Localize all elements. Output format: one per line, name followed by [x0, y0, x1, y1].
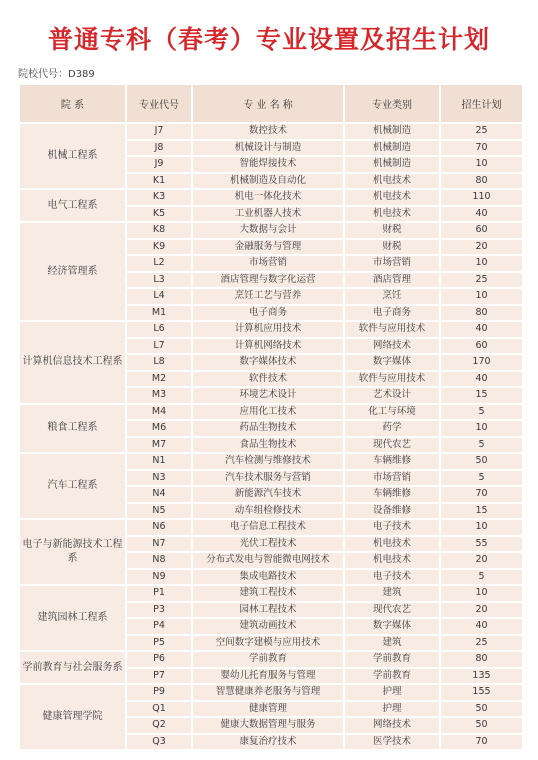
major-code-cell: N1 — [126, 453, 192, 470]
major-code-cell: P6 — [126, 651, 192, 668]
major-name-cell: 建筑动画技术 — [192, 618, 344, 635]
plan-cell: 55 — [440, 536, 523, 553]
header-major-name: 专 业 名 称 — [192, 84, 344, 123]
major-name-cell: 烹饪工艺与营养 — [192, 288, 344, 305]
major-code-cell: K3 — [126, 189, 192, 206]
major-name-cell: 分布式发电与智能微电网技术 — [192, 552, 344, 569]
major-code-cell: N7 — [126, 536, 192, 553]
header-plan: 招生计划 — [440, 84, 523, 123]
department-cell: 汽车工程系 — [19, 453, 126, 519]
table-body — [19, 123, 523, 750]
plan-cell: 70 — [440, 734, 523, 751]
plan-cell: 20 — [440, 602, 523, 619]
plan-cell: 25 — [440, 272, 523, 289]
major-name-cell: 新能源汽车技术 — [192, 486, 344, 503]
category-cell: 设备维修 — [344, 503, 440, 520]
table-row — [19, 123, 523, 140]
category-cell: 市场营销 — [344, 470, 440, 487]
major-name-cell: 集成电路技术 — [192, 569, 344, 586]
category-cell: 软件与应用技术 — [344, 371, 440, 388]
major-code-cell: J9 — [126, 156, 192, 173]
category-cell: 酒店管理 — [344, 272, 440, 289]
plan-cell: 70 — [440, 486, 523, 503]
page-title: 普通专科（春考）专业设置及招生计划 — [47, 25, 490, 54]
category-cell: 护理 — [344, 684, 440, 701]
plan-cell: 10 — [440, 288, 523, 305]
category-cell: 电子技术 — [344, 519, 440, 536]
major-code-cell: M4 — [126, 404, 192, 421]
major-code-cell: L6 — [126, 321, 192, 338]
category-cell: 机电技术 — [344, 189, 440, 206]
major-name-cell: 智慧健康养老服务与管理 — [192, 684, 344, 701]
plan-cell: 40 — [440, 371, 523, 388]
department-cell: 健康管理学院 — [19, 684, 126, 750]
plan-cell: 25 — [440, 635, 523, 652]
major-name-cell: 软件技术 — [192, 371, 344, 388]
plan-cell: 5 — [440, 404, 523, 421]
plan-cell: 155 — [440, 684, 523, 701]
plan-cell: 40 — [440, 618, 523, 635]
major-code-cell: N9 — [126, 569, 192, 586]
category-cell: 数字媒体 — [344, 618, 440, 635]
major-name-cell: 大数据与会计 — [192, 222, 344, 239]
major-name-cell: 机械制造及自动化 — [192, 173, 344, 190]
category-cell: 烹饪 — [344, 288, 440, 305]
major-code-cell: K8 — [126, 222, 192, 239]
category-cell: 网络技术 — [344, 717, 440, 734]
category-cell: 机电技术 — [344, 206, 440, 223]
major-name-cell: 食品生物技术 — [192, 437, 344, 454]
major-name-cell: 汽车技术服务与营销 — [192, 470, 344, 487]
category-cell: 市场营销 — [344, 255, 440, 272]
table-row — [19, 684, 523, 701]
category-cell: 机电技术 — [344, 552, 440, 569]
major-code-cell: P5 — [126, 635, 192, 652]
school-code: 院校代号：D389 — [18, 69, 95, 80]
major-code-cell: L8 — [126, 354, 192, 371]
department-cell: 计算机信息技术工程系 — [19, 321, 126, 404]
category-cell: 机械制造 — [344, 123, 440, 140]
major-name-cell: 金融服务与管理 — [192, 239, 344, 256]
major-code-cell: Q3 — [126, 734, 192, 751]
plan-cell: 50 — [440, 701, 523, 718]
major-name-cell: 光伏工程技术 — [192, 536, 344, 553]
table-row — [19, 651, 523, 668]
table-row — [19, 222, 523, 239]
header-major-code: 专业代号 — [126, 84, 192, 123]
major-name-cell: 动车组检修技术 — [192, 503, 344, 520]
plan-cell: 135 — [440, 668, 523, 685]
major-name-cell: 数控技术 — [192, 123, 344, 140]
major-name-cell: 环境艺术设计 — [192, 387, 344, 404]
major-name-cell: 健康大数据管理与服务 — [192, 717, 344, 734]
plan-cell: 25 — [440, 123, 523, 140]
category-cell: 药学 — [344, 420, 440, 437]
major-name-cell: 计算机网络技术 — [192, 338, 344, 355]
department-cell: 学前教育与社会服务系 — [19, 651, 126, 684]
major-code-cell: P4 — [126, 618, 192, 635]
major-code-cell: N4 — [126, 486, 192, 503]
plan-cell: 10 — [440, 255, 523, 272]
major-code-cell: M2 — [126, 371, 192, 388]
plan-cell: 15 — [440, 387, 523, 404]
category-cell: 车辆维修 — [344, 486, 440, 503]
major-name-cell: 计算机应用技术 — [192, 321, 344, 338]
plan-cell: 15 — [440, 503, 523, 520]
major-name-cell: 园林工程技术 — [192, 602, 344, 619]
major-code-cell: N6 — [126, 519, 192, 536]
table-row — [19, 189, 523, 206]
table-row — [19, 453, 523, 470]
plan-cell: 5 — [440, 569, 523, 586]
major-code-cell: Q1 — [126, 701, 192, 718]
category-cell: 化工与环境 — [344, 404, 440, 421]
major-code-cell: M7 — [126, 437, 192, 454]
major-code-cell: K9 — [126, 239, 192, 256]
major-code-cell: M3 — [126, 387, 192, 404]
major-code-cell: P9 — [126, 684, 192, 701]
category-cell: 车辆维修 — [344, 453, 440, 470]
plan-cell: 10 — [440, 519, 523, 536]
table-row — [19, 321, 523, 338]
department-cell: 电子与新能源技术工程系 — [19, 519, 126, 585]
major-name-cell: 酒店管理与数字化运营 — [192, 272, 344, 289]
plan-cell: 10 — [440, 420, 523, 437]
category-cell: 建筑 — [344, 585, 440, 602]
category-cell: 软件与应用技术 — [344, 321, 440, 338]
major-code-cell: J7 — [126, 123, 192, 140]
department-cell: 粮食工程系 — [19, 404, 126, 454]
major-name-cell: 应用化工技术 — [192, 404, 344, 421]
table-row — [19, 519, 523, 536]
plan-cell: 80 — [440, 173, 523, 190]
category-cell: 学前教育 — [344, 668, 440, 685]
category-cell: 护理 — [344, 701, 440, 718]
major-name-cell: 建筑工程技术 — [192, 585, 344, 602]
major-name-cell: 机械设计与制造 — [192, 140, 344, 157]
header-category: 专业类别 — [344, 84, 440, 123]
major-name-cell: 康复治疗技术 — [192, 734, 344, 751]
table-row — [19, 404, 523, 421]
category-cell: 数字媒体 — [344, 354, 440, 371]
major-name-cell: 智能焊接技术 — [192, 156, 344, 173]
major-code-cell: K1 — [126, 173, 192, 190]
department-cell: 经济管理系 — [19, 222, 126, 321]
major-name-cell: 健康管理 — [192, 701, 344, 718]
plan-cell: 50 — [440, 717, 523, 734]
department-cell: 建筑园林工程系 — [19, 585, 126, 651]
category-cell: 机电技术 — [344, 536, 440, 553]
major-code-cell: M6 — [126, 420, 192, 437]
plan-cell: 50 — [440, 453, 523, 470]
plan-cell: 40 — [440, 321, 523, 338]
header-department: 院 系 — [19, 84, 126, 123]
major-name-cell: 汽车检测与维修技术 — [192, 453, 344, 470]
category-cell: 机械制造 — [344, 156, 440, 173]
category-cell: 现代农艺 — [344, 437, 440, 454]
category-cell: 学前教育 — [344, 651, 440, 668]
major-code-cell: P7 — [126, 668, 192, 685]
plan-cell: 70 — [440, 140, 523, 157]
major-name-cell: 电子商务 — [192, 305, 344, 322]
major-name-cell: 数字媒体技术 — [192, 354, 344, 371]
category-cell: 网络技术 — [344, 338, 440, 355]
table-row — [19, 585, 523, 602]
plan-cell: 10 — [440, 585, 523, 602]
major-name-cell: 电子信息工程技术 — [192, 519, 344, 536]
plan-cell: 10 — [440, 156, 523, 173]
plan-cell: 80 — [440, 305, 523, 322]
plan-cell: 60 — [440, 222, 523, 239]
category-cell: 建筑 — [344, 635, 440, 652]
major-code-cell: J8 — [126, 140, 192, 157]
major-name-cell: 婴幼儿托育服务与管理 — [192, 668, 344, 685]
category-cell: 机电技术 — [344, 173, 440, 190]
plan-cell: 20 — [440, 552, 523, 569]
category-cell: 电子技术 — [344, 569, 440, 586]
major-name-cell: 药品生物技术 — [192, 420, 344, 437]
major-name-cell: 机电一体化技术 — [192, 189, 344, 206]
major-code-cell: K5 — [126, 206, 192, 223]
plan-cell: 5 — [440, 437, 523, 454]
plan-cell: 60 — [440, 338, 523, 355]
major-name-cell: 工业机器人技术 — [192, 206, 344, 223]
table-header-row — [19, 84, 523, 123]
major-code-cell: N3 — [126, 470, 192, 487]
major-code-cell: P1 — [126, 585, 192, 602]
major-code-cell: P3 — [126, 602, 192, 619]
major-name-cell: 市场营销 — [192, 255, 344, 272]
major-code-cell: M1 — [126, 305, 192, 322]
category-cell: 机械制造 — [344, 140, 440, 157]
plan-cell: 20 — [440, 239, 523, 256]
major-code-cell: L2 — [126, 255, 192, 272]
category-cell: 电子商务 — [344, 305, 440, 322]
department-cell: 电气工程系 — [19, 189, 126, 222]
major-code-cell: L3 — [126, 272, 192, 289]
category-cell: 财税 — [344, 222, 440, 239]
major-name-cell: 空间数字建模与应用技术 — [192, 635, 344, 652]
plan-cell: 110 — [440, 189, 523, 206]
major-name-cell: 学前教育 — [192, 651, 344, 668]
plan-cell: 80 — [440, 651, 523, 668]
plan-cell: 170 — [440, 354, 523, 371]
major-code-cell: L7 — [126, 338, 192, 355]
category-cell: 现代农艺 — [344, 602, 440, 619]
major-code-cell: L4 — [126, 288, 192, 305]
major-code-cell: N8 — [126, 552, 192, 569]
enrollment-table — [18, 83, 524, 751]
department-cell: 机械工程系 — [19, 123, 126, 189]
major-code-cell: N5 — [126, 503, 192, 520]
category-cell: 财税 — [344, 239, 440, 256]
plan-cell: 5 — [440, 470, 523, 487]
major-code-cell: Q2 — [126, 717, 192, 734]
category-cell: 艺术设计 — [344, 387, 440, 404]
plan-cell: 40 — [440, 206, 523, 223]
category-cell: 医学技术 — [344, 734, 440, 751]
